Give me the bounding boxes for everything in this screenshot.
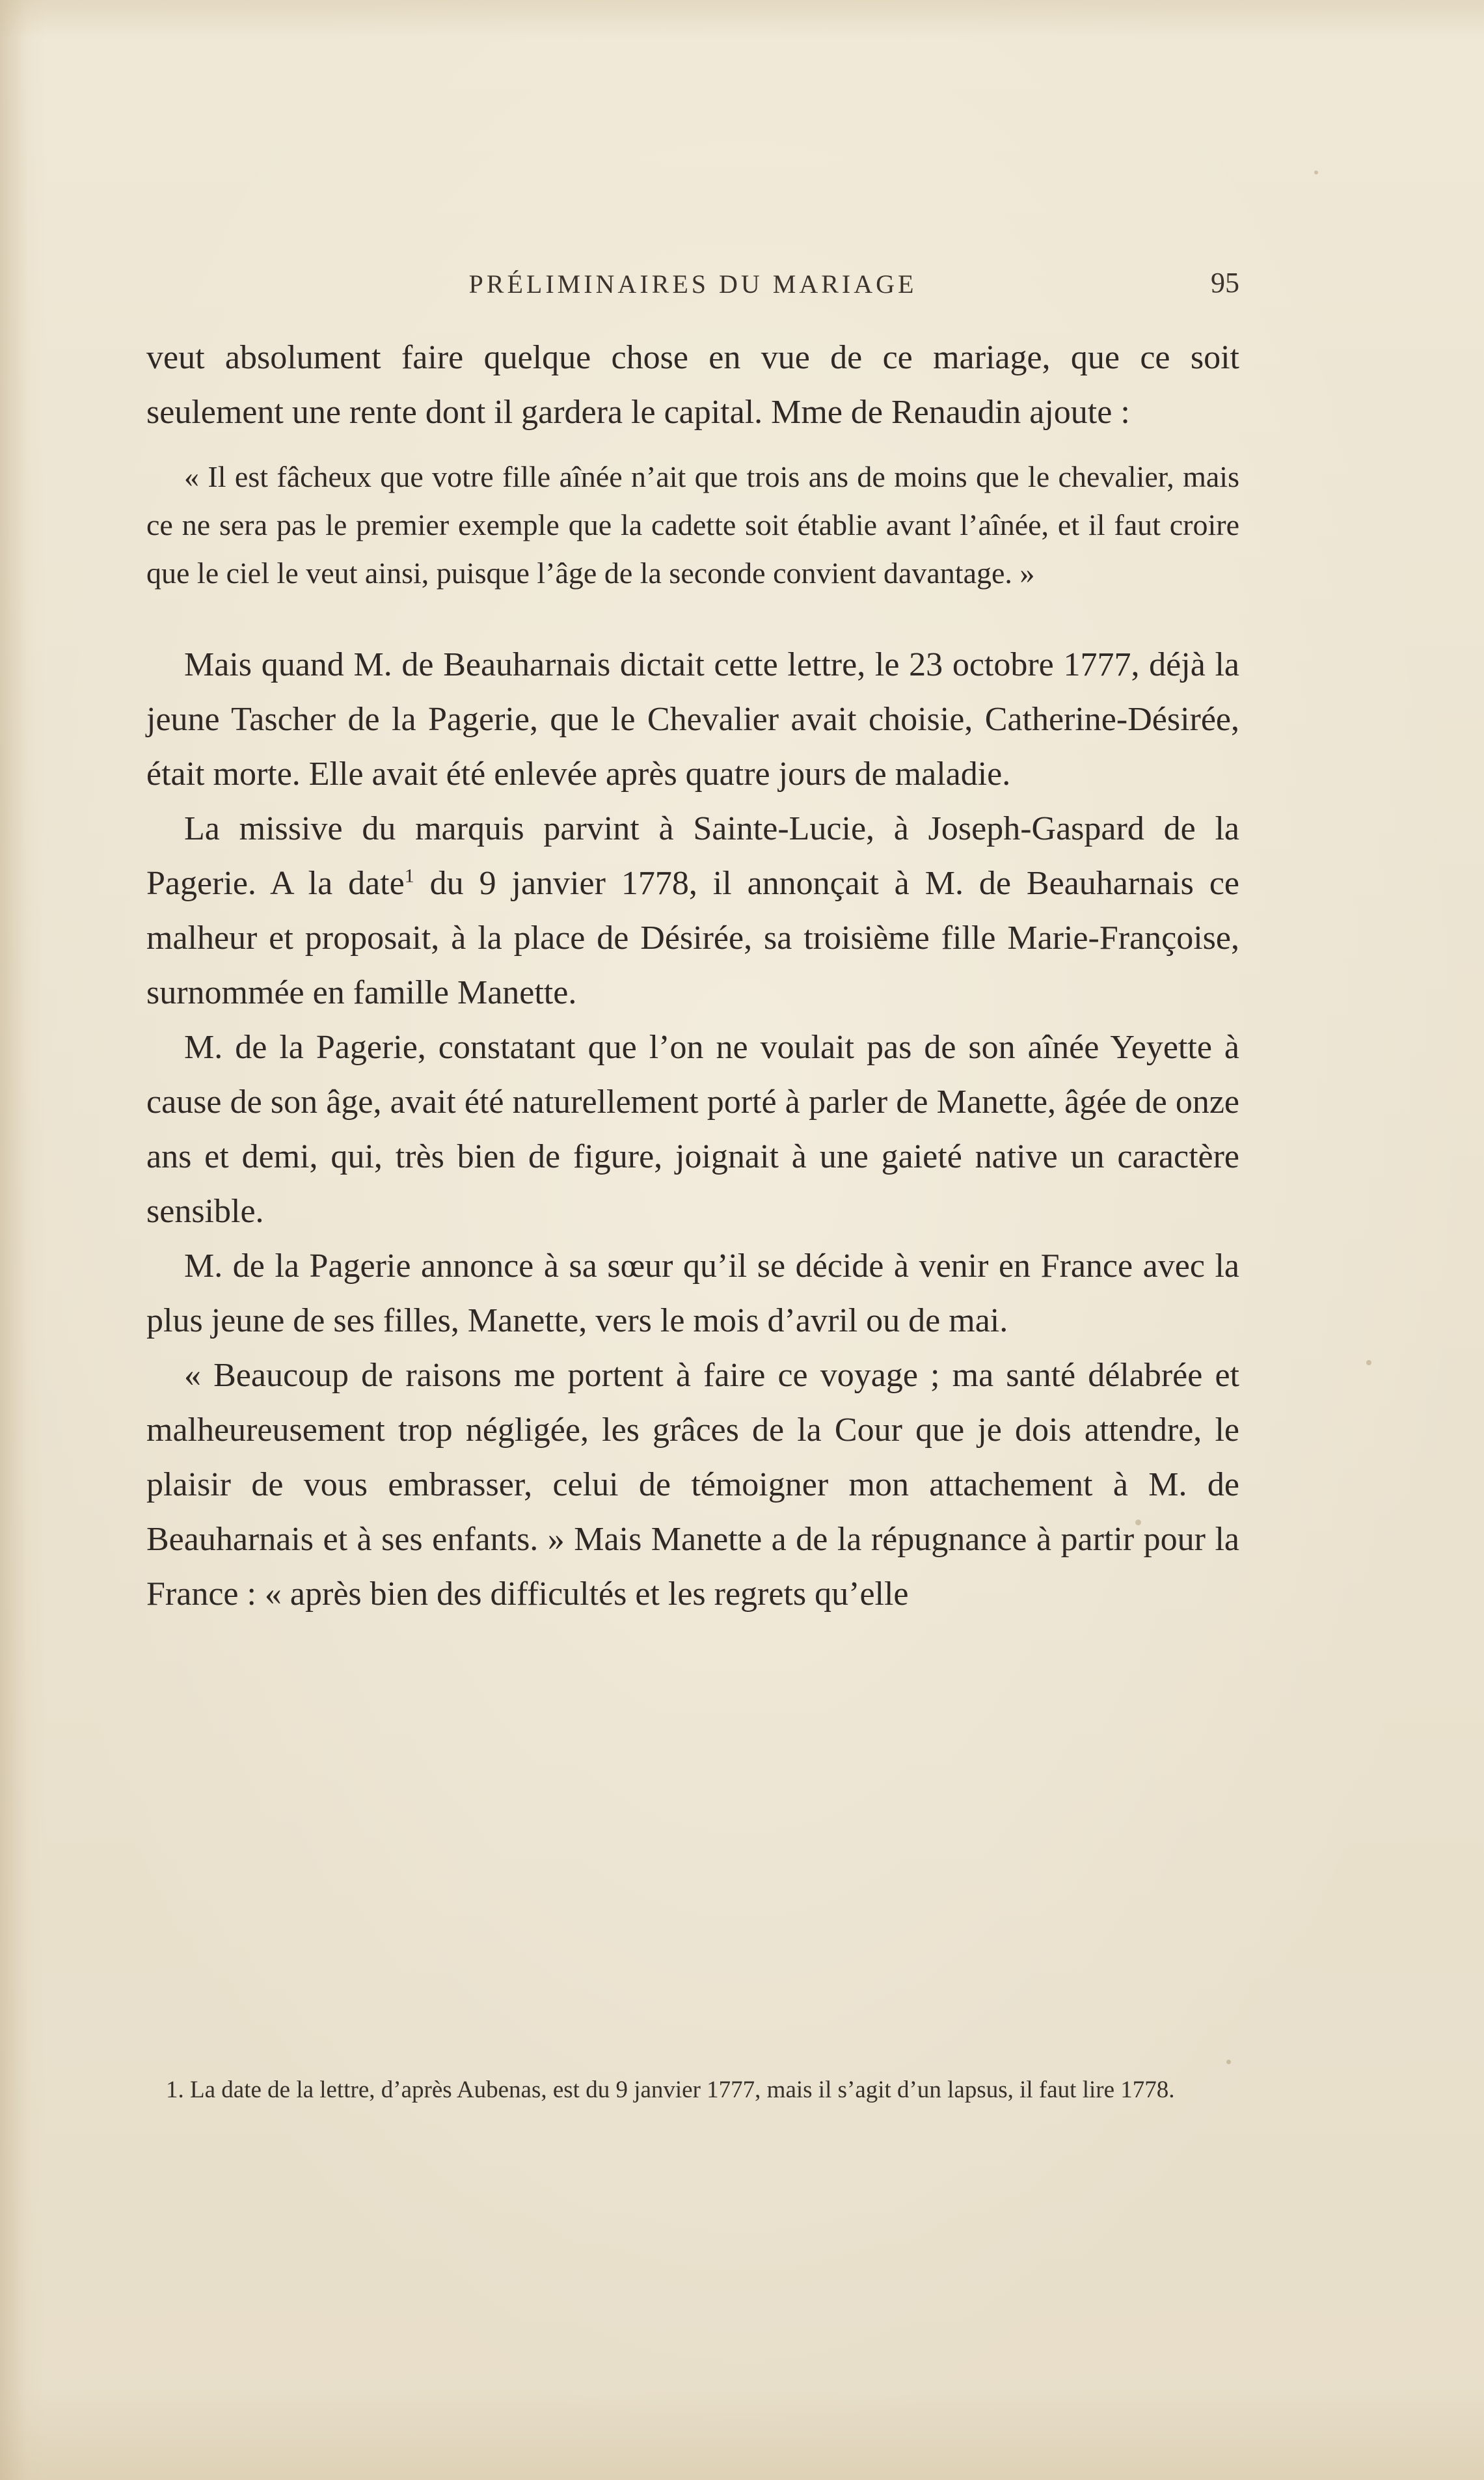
body-text: [146, 331, 1239, 1622]
running-title: PRÉLIMINAIRES DU MARIAGE: [468, 269, 917, 299]
page-edge-shadow-left: [0, 0, 46, 2480]
paper-speck: [1366, 1360, 1371, 1365]
footnotes: [146, 2073, 1239, 2108]
footnote-reference: 1: [404, 865, 414, 887]
block-quote: [146, 453, 1239, 597]
quote-renaudin: « Il est fâcheux que votre fille aînée n’ait que trois ans de moins que le chevalier, mais ce ne sera pas le premier exemple que la cadette soit établie avant l’aînée, et il faut croire que le ciel le veut ainsi, puisque l’âge de la seconde convient davantage. »: [146, 460, 1239, 590]
paragraph-voyage-quote: « Beaucoup de raisons me portent à faire ce voyage ; ma santé délabrée et malheureusement trop négligée, les grâces de la Cour que je dois attendre, le plaisir de vous embrasser, celui de témoigner mon attachement à M. de Beauharnais et à ses enfants. » Mais Manette a de la répugnance à partir pour la France : « après bien des difficultés et les regrets qu’elle: [146, 1357, 1239, 1613]
paragraph-beauharnais-letter: Mais quand M. de Beauharnais dictait cette lettre, le 23 octobre 1777, déjà la jeune Tascher de la Pagerie, que le Chevalier avait choisie, Catherine-Désirée, était morte. Elle avait été enlevée après quatre jours de maladie.: [146, 646, 1239, 793]
paragraph-voyage-announce: M. de la Pagerie annonce à sa sœur qu’il se décide à venir en France avec la plus jeune de ses filles, Manette, vers le mois d’avril ou de mai.: [146, 1247, 1239, 1339]
paragraph-continuation: veut absolument faire quelque chose en vue de ce mariage, que ce soit seulement une rente dont il gardera le capital. Mme de Renaudin ajoute :: [146, 339, 1239, 431]
running-header: [146, 264, 1239, 309]
page-edge-shadow-bottom: [0, 2389, 1484, 2480]
paragraph-missive: [146, 802, 1239, 1020]
missive-text-end: du 9 janvier 1778, il annonçait à M. de Beauharnais ce malheur et proposait, à la place de Désirée, sa troisième fille Marie-Françoise, surnommée en famille Manette.: [146, 865, 1240, 1011]
paragraph-pagerie-manette: M. de la Pagerie, constatant que l’on ne voulait pas de son aînée Yeyette à cause de son âge, avait été naturellement porté à parler de Manette, âgée de onze ans et demi, qui, très bien de figure, joignait à une gaieté native un caractère sensible.: [146, 1029, 1239, 1230]
missive-text-start: La missive du marquis parvint à Sainte-Lucie, à Joseph-Gaspard de la Pagerie. A la date: [146, 810, 1239, 902]
page-edge-shadow-top: [0, 0, 1484, 39]
paper-speck: [1314, 170, 1318, 174]
page-number: 95: [1211, 267, 1239, 299]
footnote-1: 1. La date de la lettre, d’après Aubenas, est du 9 janvier 1777, mais il s’agit d’un lapsus, il faut lire 1778.: [166, 2077, 1175, 2103]
paper-speck: [1226, 2060, 1231, 2064]
